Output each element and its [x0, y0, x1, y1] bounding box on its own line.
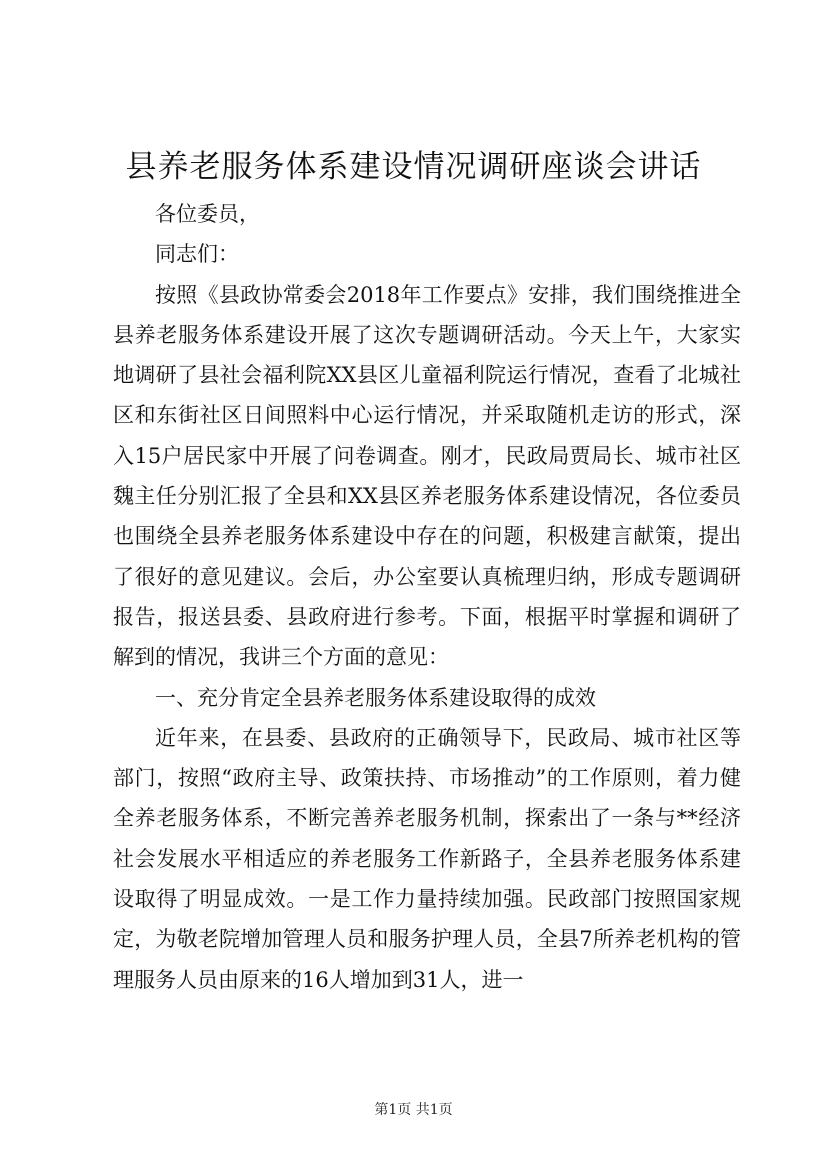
document-body	[113, 194, 741, 1000]
salutation-committee: 各位委员，	[155, 202, 260, 226]
paragraph-intro: 按照《县政协常委会2018年工作要点》安排，我们围绕推进全县养老服务体系建设开展了这次专题调研活动。今天上午，大家实地调研了县社会福利院XX县区儿童福利院运行情况，查看了北城社区和东街社区日间照料中心运行情况，并采取随机走访的形式，深入15户居民家中开展了问卷调查。刚才，民政局贾局长、城市社区魏主任分别汇报了全县和XX县区养老服务体系建设情况，各位委员也围绕全县养老服务体系建设中存在的问题，积极建言献策，提出了很好的意见建议。会后，办公室要认真梳理归纳，形成专题调研报告，报送县委、县政府进行参考。下面，根据平时掌握和调研了解到的情况，我讲三个方面的意见：	[113, 282, 741, 670]
section-heading-1: 一、充分肯定全县养老服务体系建设取得的成效	[155, 685, 596, 710]
paragraph-achievements: 近年来，在县委、县政府的正确领导下，民政局、城市社区等部门，按照“政府主导、政策扶持、市场推动”的工作原则，着力健全养老服务体系，不断完善养老服务机制，探索出了一条与**经济社会发展水平相适应的养老服务工作新路子，全县养老服务体系建设取得了明显成效。一是工作力量持续加强。民政部门按照国家规定，为敬老院增加管理人员和服务护理人员，全县7所养老机构的管理服务人员由原来的16人增加到31人，进一	[113, 725, 741, 992]
document-title: 县养老服务体系建设情况调研座谈会讲话	[125, 149, 702, 185]
page-number-footer: 第1页 共1页	[374, 1102, 453, 1118]
salutation-comrades: 同志们：	[155, 242, 239, 267]
